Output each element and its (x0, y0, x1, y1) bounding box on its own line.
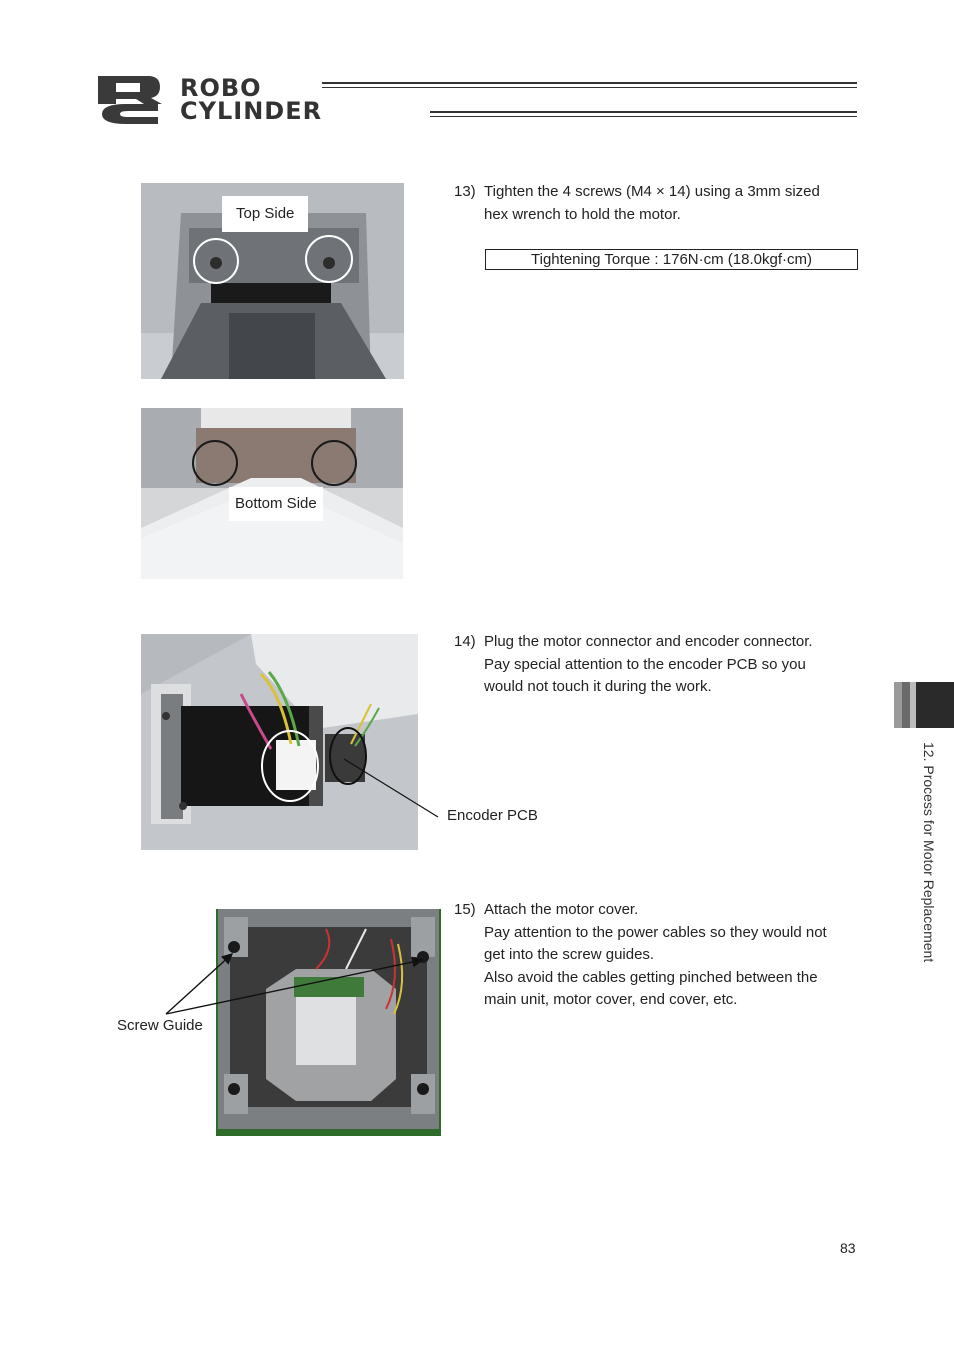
header-rule-top-2 (322, 87, 857, 88)
step-line: Tighten the 4 screws (M4 × 14) using a 3mm sized (484, 183, 820, 200)
step-line: Plug the motor connector and encoder connector. (484, 633, 813, 650)
step-15 (454, 899, 864, 1014)
encoder-pcb-leader-line (340, 755, 450, 825)
step-number: 13) (454, 183, 476, 200)
step-line: main unit, motor cover, end cover, etc. (484, 991, 738, 1008)
step-number: 15) (454, 901, 476, 918)
logo-cylinder: CYLINDER (180, 97, 323, 125)
step-13 (454, 181, 864, 227)
label-bottom-side: Bottom Side (229, 487, 323, 521)
step-14 (454, 631, 864, 701)
step-text (484, 899, 827, 1012)
header-rule-bottom-2 (430, 116, 857, 117)
screw-guide-label: Screw Guide (117, 1017, 203, 1034)
label-top-side: Top Side (222, 196, 308, 232)
step-line: hex wrench to hold the motor. (484, 205, 681, 223)
step-text (484, 181, 820, 226)
header-rule-top-1 (322, 82, 857, 84)
step-line: Attach the motor cover. (484, 901, 639, 918)
chapter-tab-stripe-light (894, 682, 902, 728)
step-line: Pay attention to the power cables so they would not (484, 923, 827, 941)
step-line: would not touch it during the work. (484, 678, 712, 695)
page-number: 83 (840, 1240, 856, 1256)
step-line: get into the screw guides. (484, 946, 655, 963)
screw-guide-arrows (160, 940, 440, 1020)
step-number: 14) (454, 633, 476, 650)
torque-box: Tightening Torque : 176N·cm (18.0kgf·cm) (485, 249, 858, 270)
step-line: Also avoid the cables getting pinched between the (484, 968, 818, 986)
chapter-tab (894, 682, 954, 728)
rc-logo-icon (96, 74, 176, 126)
step-line: Pay special attention to the encoder PCB so you (484, 655, 806, 673)
chapter-tab-stripe-mid (902, 682, 910, 728)
encoder-pcb-label: Encoder PCB (447, 807, 538, 824)
logo-robo: ROBO (180, 74, 262, 102)
header-rule-bottom-1 (430, 111, 857, 113)
chapter-title: 12. Process for Motor Replacement (921, 742, 937, 963)
step-text (484, 631, 813, 699)
chapter-tab-block (916, 682, 954, 728)
